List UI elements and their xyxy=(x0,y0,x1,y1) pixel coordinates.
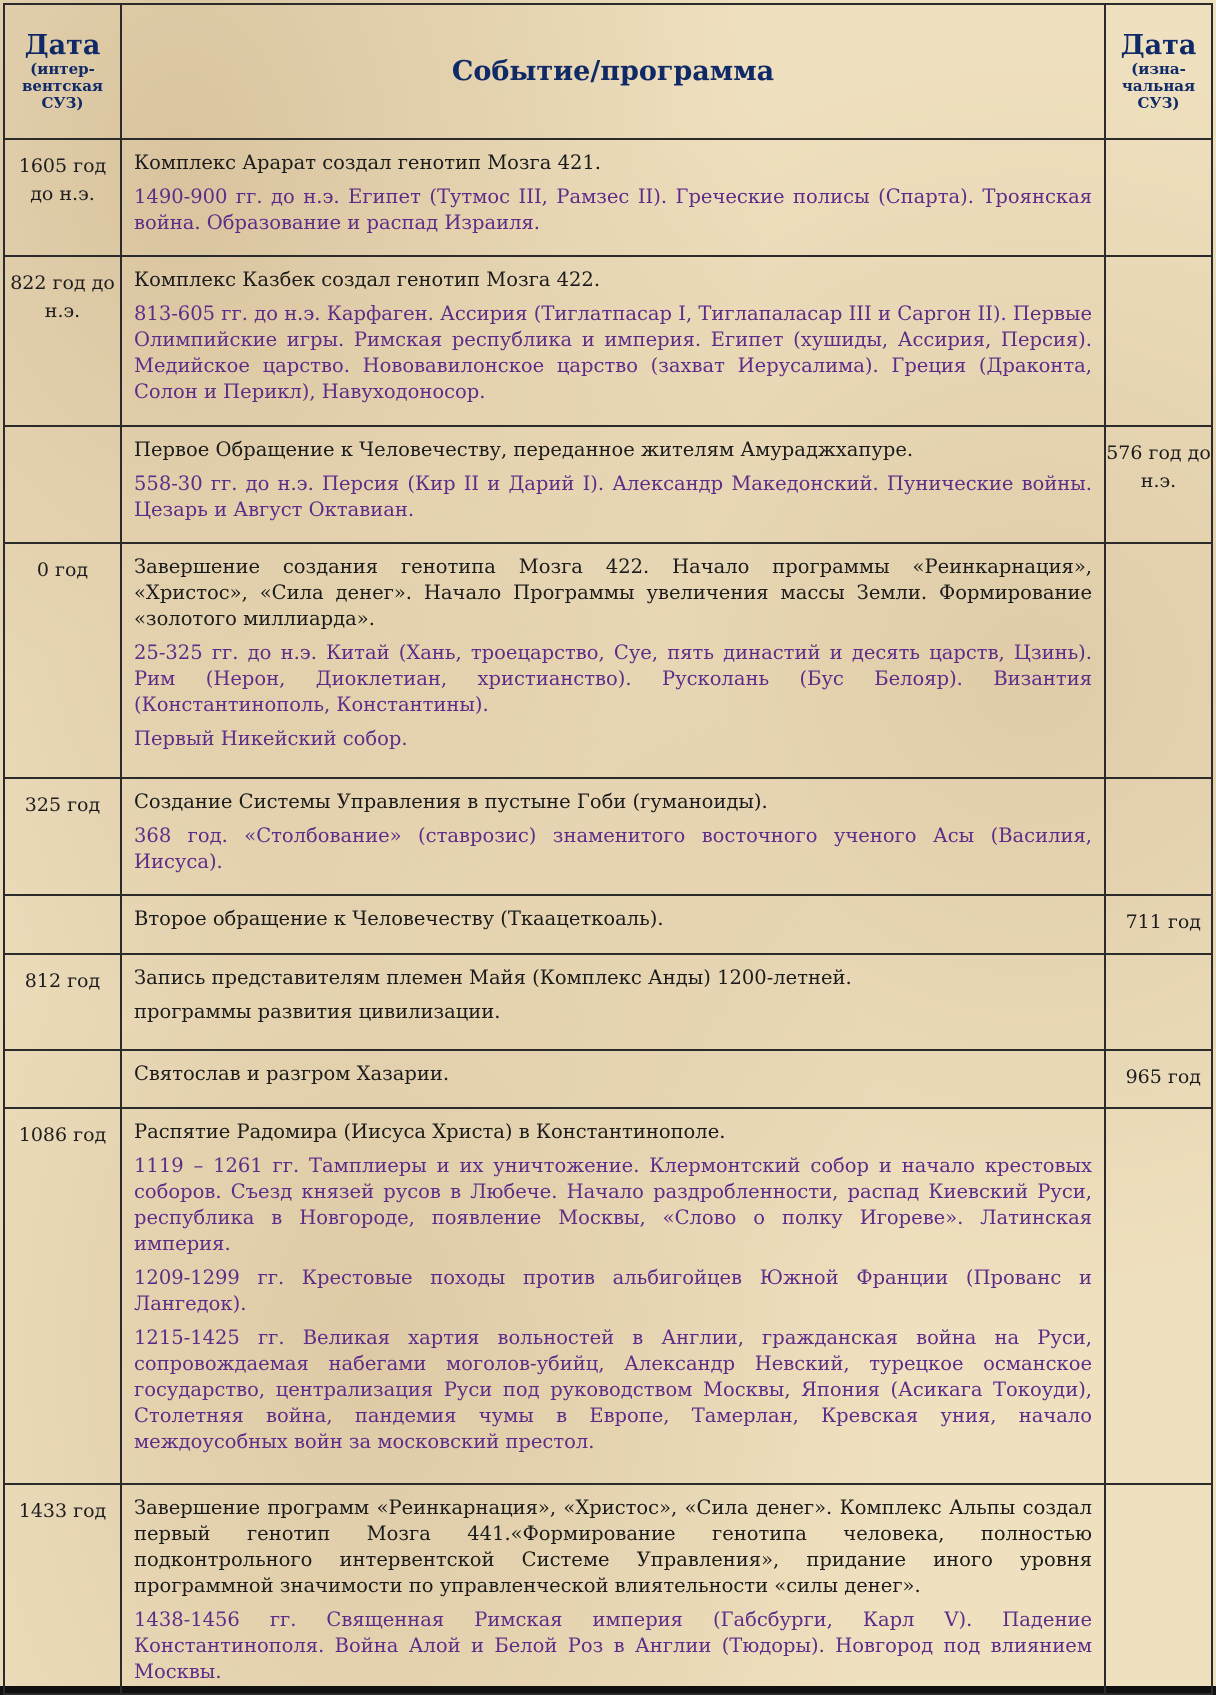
event-cell xyxy=(121,256,1105,426)
event-note: 1215-1425 гг. Великая хартия вольностей в Англии, гражданская война на Руси, сопровождаемая набегами моголов-убийц, Александр Невский, турецкое османское государство, централизация Руси под руководством Москвы, Япония (Асикага Токоуди), Столетняя война, пандемия чумы в Европе, Тамерлан, Кревская уния, начало междоусобных войн за московский престол. xyxy=(134,1326,1092,1453)
date-interv xyxy=(4,426,121,543)
event-cell xyxy=(121,1484,1105,1694)
event-cell xyxy=(121,139,1105,256)
event-main: Второе обращение к Человечеству (Ткаацеткоаль). xyxy=(134,907,664,930)
date-orig xyxy=(1105,139,1212,256)
event-cell xyxy=(121,778,1105,895)
date-orig xyxy=(1105,1484,1212,1694)
event-cell xyxy=(121,1050,1105,1108)
event-main: Первое Обращение к Человечеству, переданное жителям Амураджхапуре. xyxy=(134,438,914,461)
table-row xyxy=(4,1484,1212,1694)
table-row xyxy=(4,1050,1212,1108)
table-row xyxy=(4,543,1212,778)
date-interv: 812 год xyxy=(4,954,121,1050)
header-row xyxy=(4,4,1212,139)
date-interv: 1433 год xyxy=(4,1484,121,1694)
event-main: Создание Системы Управления в пустыне Гоби (гуманоиды). xyxy=(134,790,768,813)
event-note: 1209-1299 гг. Крестовые походы против альбигойцев Южной Франции (Прованс и Лангедок). xyxy=(134,1266,1092,1315)
header-event-title: Событие/программа xyxy=(451,56,775,87)
event-cell xyxy=(121,543,1105,778)
table-row xyxy=(4,895,1212,954)
header-event xyxy=(121,4,1105,139)
date-orig xyxy=(1105,954,1212,1050)
event-cell xyxy=(121,954,1105,1050)
table-row xyxy=(4,954,1212,1050)
event-note: 1438-1456 гг. Священная Римская империя (Габсбурги, Карл V). Падение Константинополя. Война Алой и Белой Роз в Англии (Тюдоры). Новгород под влиянием Москвы. xyxy=(134,1608,1092,1683)
table-row xyxy=(4,1108,1212,1484)
date-orig xyxy=(1105,256,1212,426)
header-date-orig-title: Дата xyxy=(1120,30,1197,61)
table-row xyxy=(4,256,1212,426)
header-date-interv-title: Дата xyxy=(24,30,101,61)
date-orig xyxy=(1105,778,1212,895)
date-interv xyxy=(4,1050,121,1108)
date-orig: 965 год xyxy=(1105,1050,1212,1108)
table-row xyxy=(4,778,1212,895)
date-orig xyxy=(1105,1108,1212,1484)
header-date-interv xyxy=(4,4,121,139)
event-main: Комплекс Арарат создал генотип Мозга 421. xyxy=(134,151,601,174)
event-main: Святослав и разгром Хазарии. xyxy=(134,1062,450,1085)
event-cell xyxy=(121,1108,1105,1484)
event-note: 558-30 гг. до н.э. Персия (Кир II и Дарий I). Александр Македонский. Пунические войны. Цезарь и Август Октавиан. xyxy=(134,472,1092,521)
date-interv: 0 год xyxy=(4,543,121,778)
event-note: Первый Никейский собор. xyxy=(134,727,408,750)
event-main: Завершение программ «Реинкарнация», «Христос», «Сила денег». Комплекс Альпы создал первый генотип Мозга 441.«Формирование генотипа человека, полностью подконтрольного интервентской Системе Управления», придание иного уровня программной значимости по управленческой влиятельности «силы денег». xyxy=(134,1496,1092,1597)
date-orig: 711 год xyxy=(1105,895,1212,954)
event-cell xyxy=(121,426,1105,543)
date-interv: 822 год до н.э. xyxy=(4,256,121,426)
event-main: Завершение создания генотипа Мозга 422. Начало программы «Реинкарнация», «Христос», «Сила денег». Начало Программы увеличения массы Земли. Формирование «золотого миллиарда». xyxy=(134,555,1092,630)
header-date-orig xyxy=(1105,4,1212,139)
event-note: 25-325 гг. до н.э. Китай (Хань, троецарство, Суе, пять династий и десять царств, Цзинь). Рим (Нерон, Диоклетиан, христианство). Русколань (Бус Белояр). Византия (Константинополь, Константины). xyxy=(134,641,1092,716)
event-main-continued: программы развития цивилизации. xyxy=(134,1000,501,1023)
event-main: Распятие Радомира (Иисуса Христа) в Константинополе. xyxy=(134,1120,726,1143)
date-interv: 325 год xyxy=(4,778,121,895)
date-interv xyxy=(4,895,121,954)
header-date-interv-sub: (интер-вентская СУЗ) xyxy=(21,60,103,112)
date-orig: 576 год до н.э. xyxy=(1105,426,1212,543)
date-interv: 1605 год до н.э. xyxy=(4,139,121,256)
event-cell xyxy=(121,895,1105,954)
date-orig xyxy=(1105,543,1212,778)
table-row xyxy=(4,426,1212,543)
header-date-orig-sub: (изна-чальная СУЗ) xyxy=(1121,60,1196,112)
table-row xyxy=(4,139,1212,256)
date-interv: 1086 год xyxy=(4,1108,121,1484)
event-main: Комплекс Казбек создал генотип Мозга 422. xyxy=(134,268,601,291)
event-main: Запись представителям племен Майя (Комплекс Анды) 1200-летней. xyxy=(134,966,852,989)
event-note: 368 год. «Столбование» (ставрозис) знаменитого восточного ученого Асы (Василия, Иисуса). xyxy=(134,824,1092,873)
event-note: 1119 – 1261 гг. Тамплиеры и их уничтожение. Клермонтский собор и начало крестовых соборов. Съезд князей русов в Любече. Начало раздробленности, распад Киевский Руси, республика в Новгороде, появление Москвы, «Слово о полку Игореве». Латинская империя. xyxy=(134,1154,1092,1255)
timeline-table xyxy=(3,3,1213,1695)
event-note: 1490-900 гг. до н.э. Египет (Тутмос III, Рамзес II). Греческие полисы (Спарта). Троянская война. Образование и распад Израиля. xyxy=(134,185,1092,234)
event-note: 813-605 гг. до н.э. Карфаген. Ассирия (Тиглатпасар I, Тиглапаласар III и Саргон II). Первые Олимпийские игры. Римская республика и империя. Египет (хушиды, Ассирия, Персия). Медийское царство. Нововавилонское царство (захват Иерусалима). Греция (Драконта, Солон и Перикл), Навуходоносор. xyxy=(134,302,1092,403)
